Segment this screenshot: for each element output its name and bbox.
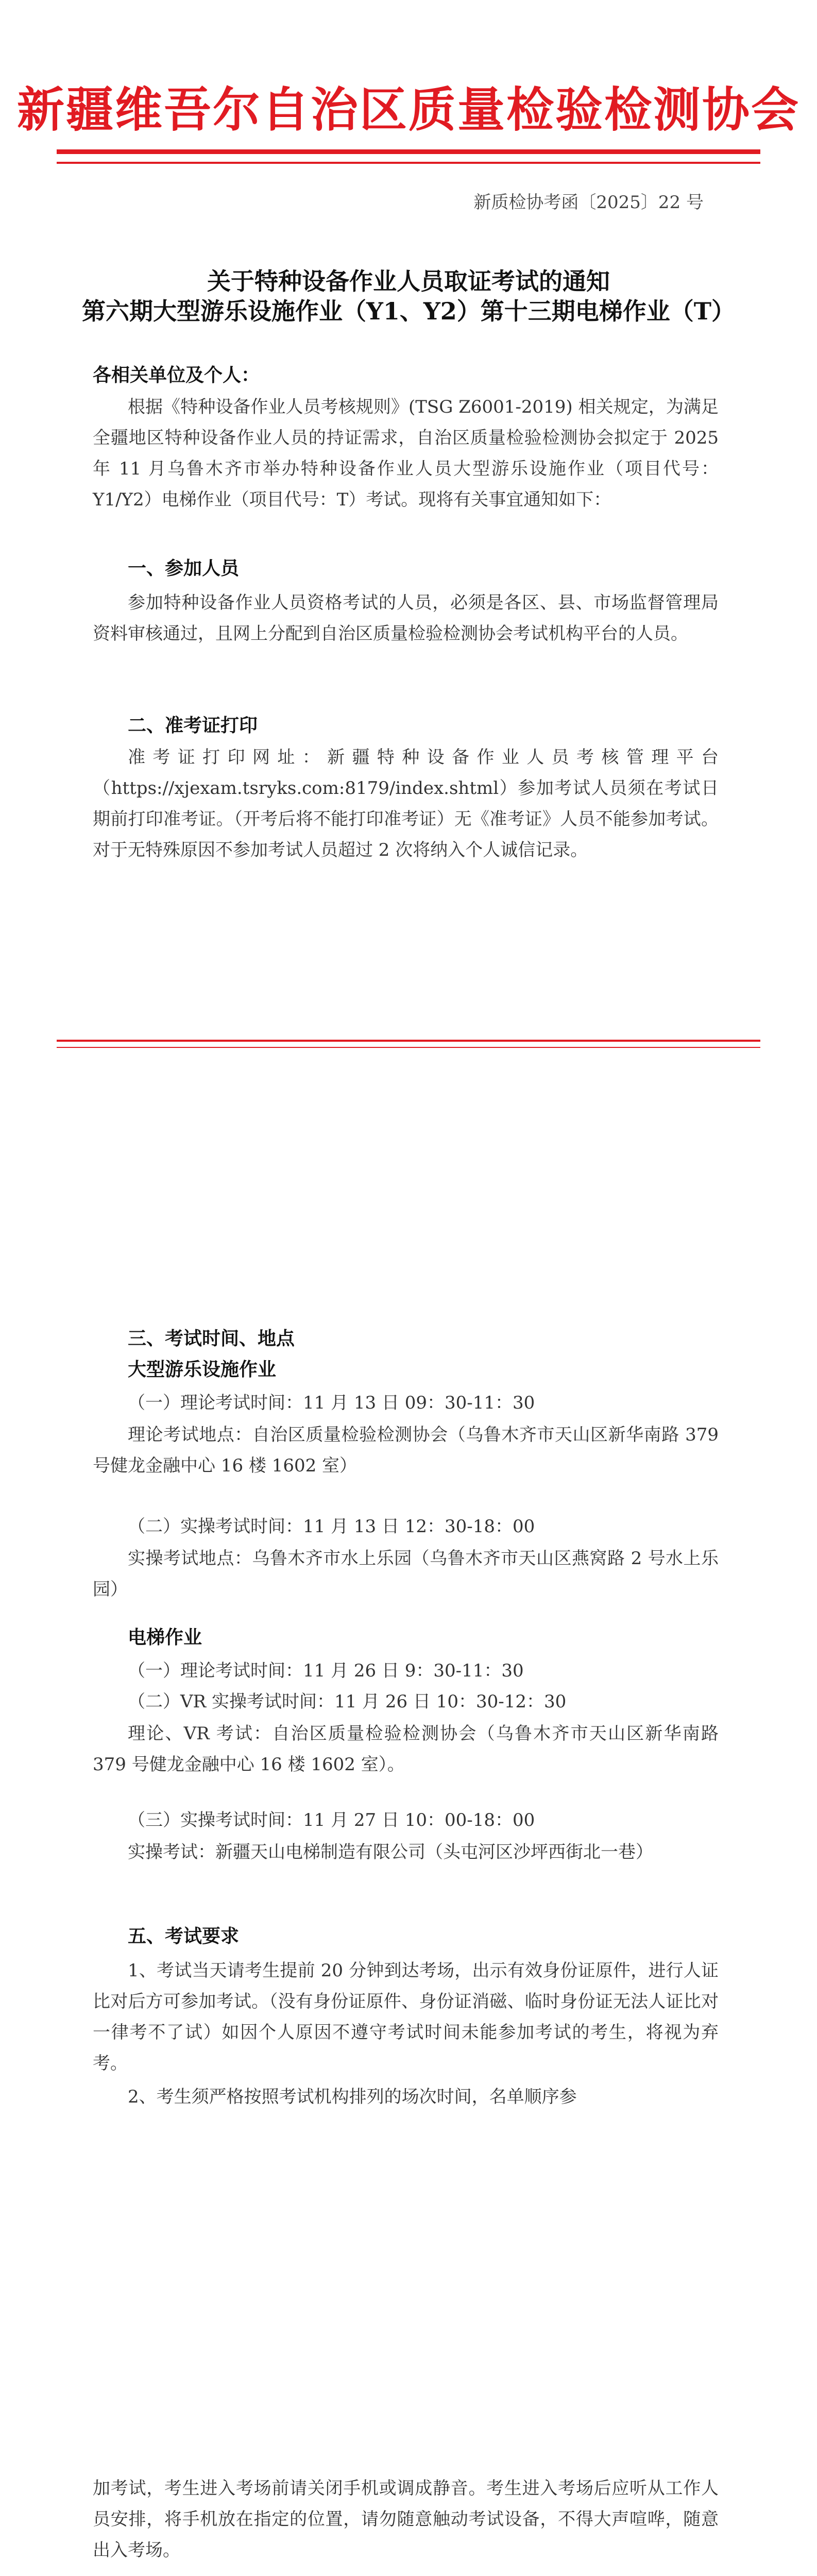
- notice-title-line2: 第六期大型游乐设施作业（Y1、Y2）第十三期电梯作业（T）: [82, 297, 735, 325]
- requirement-2-continued: 加考试，考生进入考场前请关闭手机或调成静音。考生进入考场后应听从工作人员安排，将手机放在指定的位置，请勿随意触动考试设备，不得大声喧哗，随意出入考场。: [93, 2478, 719, 2561]
- header-red-rule-thin: [57, 162, 760, 164]
- elevator-theory-vr-location: 理论、VR 考试：自治区质量检验检测协会（乌鲁木齐市天山区新华南路 379 号健龙金融中心 16 楼 1602 室）。: [93, 1723, 719, 1775]
- section-1-heading: 一、参加人员: [128, 557, 240, 579]
- elevator-theory-time: （一）理论考试时间：11 月 26 日 9：30-11：30: [128, 1660, 524, 1681]
- page-break-red-rule-thick: [57, 1040, 760, 1042]
- section-2-heading: 二、准考证打印: [128, 715, 258, 736]
- requirement-3: [93, 2571, 719, 2576]
- notice-title-line1: 关于特种设备作业人员取证考试的通知: [207, 267, 610, 295]
- elevator-practical-location: 实操考试：新疆天山电梯制造有限公司（头屯河区沙坪西街北一巷）: [128, 1842, 653, 1862]
- requirement-1: 1、考试当天请考生提前 20 分钟到达考场，出示有效身份证原件，进行人证比对后方可参加考试。（没有身份证原件、身份证消磁、临时身份证无法人证比对一律考不了试）如因个人原因不遵守考试时间未能参加考试的考生，将视为弃考。: [93, 1960, 719, 2074]
- header-red-rule-thick: [57, 149, 760, 154]
- amusement-theory-location: 理论考试地点：自治区质量检验检测协会（乌鲁木齐市天山区新华南路 379 号健龙金融中心 16 楼 1602 室）: [93, 1425, 719, 1476]
- page-break-red-rule-thin: [57, 1047, 760, 1048]
- org-title-header: 新疆维吾尔自治区质量检验检测协会: [16, 82, 800, 138]
- elevator-practical-time: （三）实操考试时间：11 月 27 日 10：00-18：00: [128, 1810, 535, 1831]
- section-2-body: 准考证打印网址：新疆特种设备作业人员考核管理平台（https://xjexam.tsryks.com:8179/index.shtml）参加考试人员须在考试日期前打印准考证。（开考后将不能打印准考证）无《准考证》人员不能参加考试。对于无特殊原因不参加考试人员超过 2 次将纳入个人诚信记录。: [93, 747, 719, 860]
- section-4-heading: 五、考试要求: [128, 1925, 240, 1947]
- elevator-vr-time: （二）VR 实操考试时间：11 月 26 日 10：30-12：30: [128, 1691, 567, 1712]
- section-3-heading: 三、考试时间、地点: [128, 1328, 295, 1349]
- section-3-subheading-elevator: 电梯作业: [128, 1626, 202, 1648]
- reference-number: 新质检协考函〔2025〕22 号: [473, 192, 704, 213]
- requirement-2-start: 2、考生须严格按照考试机构排列的场次时间，名单顺序参: [128, 2087, 577, 2107]
- salutation: 各相关单位及个人：: [93, 364, 260, 386]
- section-1-body: 参加特种设备作业人员资格考试的人员，必须是各区、县、市场监督管理局资料审核通过，且网上分配到自治区质量检验检测协会考试机构平台的人员。: [93, 592, 719, 644]
- amusement-theory-time: （一）理论考试时间：11 月 13 日 09：30-11：30: [128, 1393, 535, 1413]
- amusement-practical-location: 实操考试地点：乌鲁木齐市水上乐园（乌鲁木齐市天山区燕窝路 2 号水上乐园）: [93, 1548, 719, 1600]
- section-3-subheading-amusement: 大型游乐设施作业: [128, 1359, 277, 1380]
- amusement-practical-time: （二）实操考试时间：11 月 13 日 12：30-18：00: [128, 1516, 535, 1537]
- intro-paragraph: 根据《特种设备作业人员考核规则》(TSG Z6001-2019) 相关规定，为满足全疆地区特种设备作业人员的持证需求，自治区质量检验检测协会拟定于 2025 年 11 月乌鲁木齐市举办特种设备作业人员大型游乐设施作业（项目代号：Y1/Y2）电梯作业（项目代号：T）考试。现将有关事宜通知如下：: [93, 397, 719, 510]
